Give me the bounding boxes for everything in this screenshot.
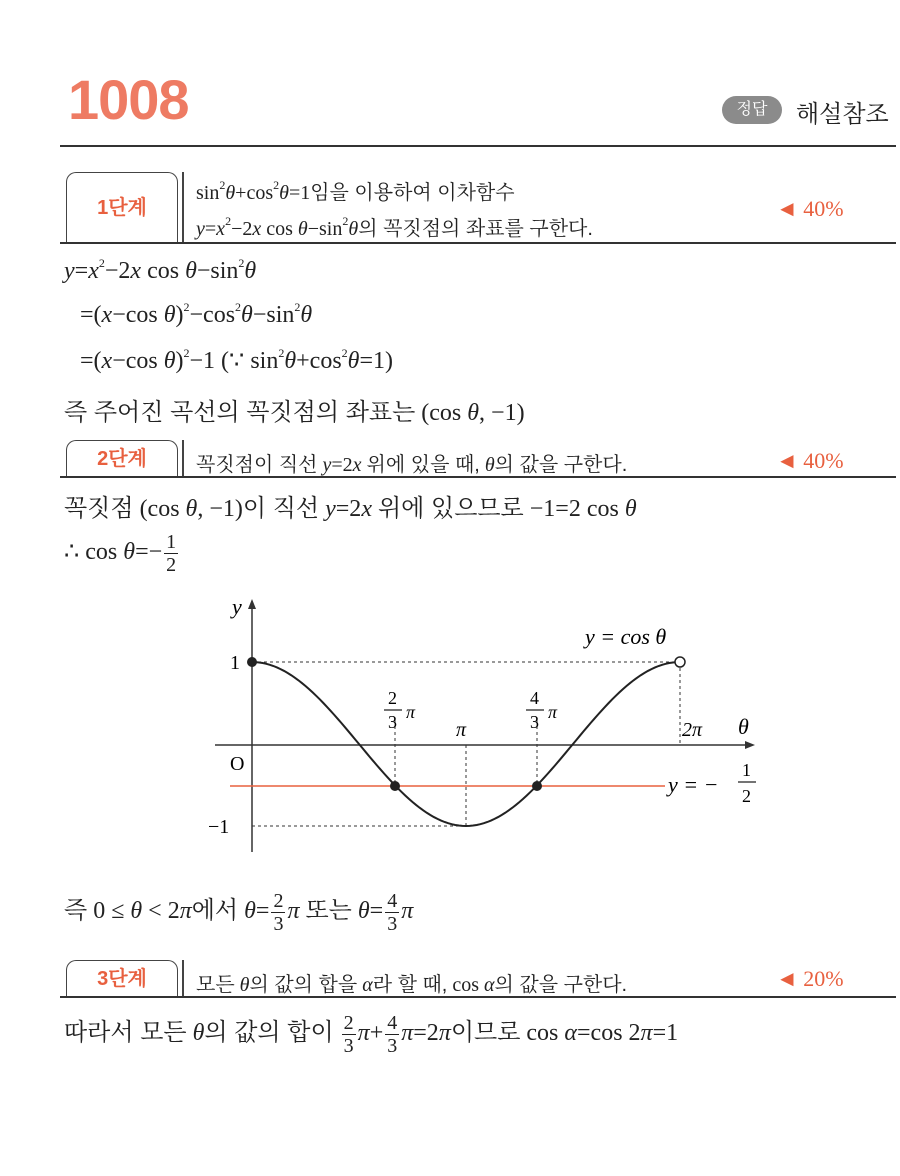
step-2-tab: 2단계 — [66, 440, 178, 477]
step-2-separator — [182, 440, 184, 476]
vertex-on-line-statement: 꼭짓점 (cos θ, −1)이 직선 y=2x 위에 있으므로 −1=2 cos θ — [64, 495, 637, 522]
y-axis-label: y — [232, 594, 242, 619]
step-3-separator — [182, 960, 184, 996]
problem-number: 1008 — [68, 68, 189, 131]
step-1-tab: 1단계 — [66, 172, 178, 243]
step-2-rule — [60, 476, 896, 478]
final-answer: 따라서 모든 θ의 값의 합이 $\frac{2}{3}$ π+ $\frac{4}{3}$ π=2π이므로 cos α=cos 2π=1 — [64, 1011, 679, 1057]
step-1-description-line-1: $\sin^2\theta+\cos^2\theta=1$임을 이용하여 이차함수 — [196, 178, 515, 204]
intersection-4pi-3 — [532, 781, 542, 791]
svg-text:π: π — [406, 702, 416, 722]
svg-text:π: π — [548, 702, 558, 722]
cosine-graph — [190, 590, 790, 870]
equation-line-1: $y=x^2-2x$ $\cos \theta-\sin^2\theta$ — [64, 256, 257, 284]
step-3-tab: 3단계 — [66, 960, 178, 997]
step-1-description-line-2: $y=x^2-2x$ $\cos \theta-\sin^2\theta$의 꼭짓점의 좌표를 구한다. — [196, 214, 593, 240]
tick-4pi-3-num: 4 — [530, 688, 539, 708]
tick-2pi-3-num: 2 — [388, 688, 397, 708]
y-tick-1: 1 — [230, 652, 240, 674]
step-1-rule — [60, 242, 896, 244]
theta-axis-arrow — [745, 741, 755, 749]
theta-solutions: 즉 0 ≤ θ < 2π에서 θ= $\frac{2}{3}$ π 또는 θ= $\frac{4}{3}$ π — [64, 889, 414, 935]
tick-2pi-3-den: 3 — [388, 712, 397, 732]
header-rule — [60, 145, 896, 147]
answer-reference: 해설참조 — [796, 101, 889, 128]
answer-badge: 정답 — [722, 96, 782, 124]
point-end-open — [675, 657, 685, 667]
step-2-score: ◄ 40% — [776, 448, 844, 473]
intersection-2pi-3 — [390, 781, 400, 791]
point-start — [247, 657, 257, 667]
x-tick-2pi: 2π — [682, 719, 703, 741]
origin-label: O — [230, 753, 245, 775]
cos-theta-result: ∴ cos θ=− $\frac{1}{2}$ — [64, 531, 177, 576]
step-1-score: ◄ 40% — [776, 196, 844, 221]
equation-line-3: =(x−cos θ)$^2$−1 (∵ $\sin^2\theta+\cos^2\theta=1$) — [80, 346, 393, 374]
vertex-conclusion: 즉 주어진 곡선의 꼭짓점의 좌표는 (cos θ, −1) — [64, 399, 525, 426]
svg-text:2: 2 — [742, 786, 751, 806]
line-label: y = − — [668, 772, 719, 797]
svg-text:1: 1 — [742, 760, 751, 780]
tick-4pi-3-den: 3 — [530, 712, 539, 732]
step-3-description: 모든 θ의 값의 합을 α라 할 때, cos α의 값을 구한다. — [196, 974, 628, 996]
equation-line-2: =(x−cos $\theta)^2-\cos^2\theta-\sin^2\theta$ — [80, 300, 313, 328]
theta-axis-label: θ — [738, 714, 749, 739]
y-tick-minus-1: −1 — [208, 816, 230, 838]
step-2-description: 꼭짓점이 직선 y=2x 위에 있을 때, θ의 값을 구한다. — [196, 454, 628, 476]
curve-label: y = cos θ — [585, 624, 667, 649]
x-tick-pi: π — [456, 719, 467, 741]
step-3-score: ◄ 20% — [776, 966, 844, 991]
step-3-rule — [60, 996, 896, 998]
step-1-separator — [182, 172, 184, 242]
y-axis-arrow — [248, 599, 256, 609]
